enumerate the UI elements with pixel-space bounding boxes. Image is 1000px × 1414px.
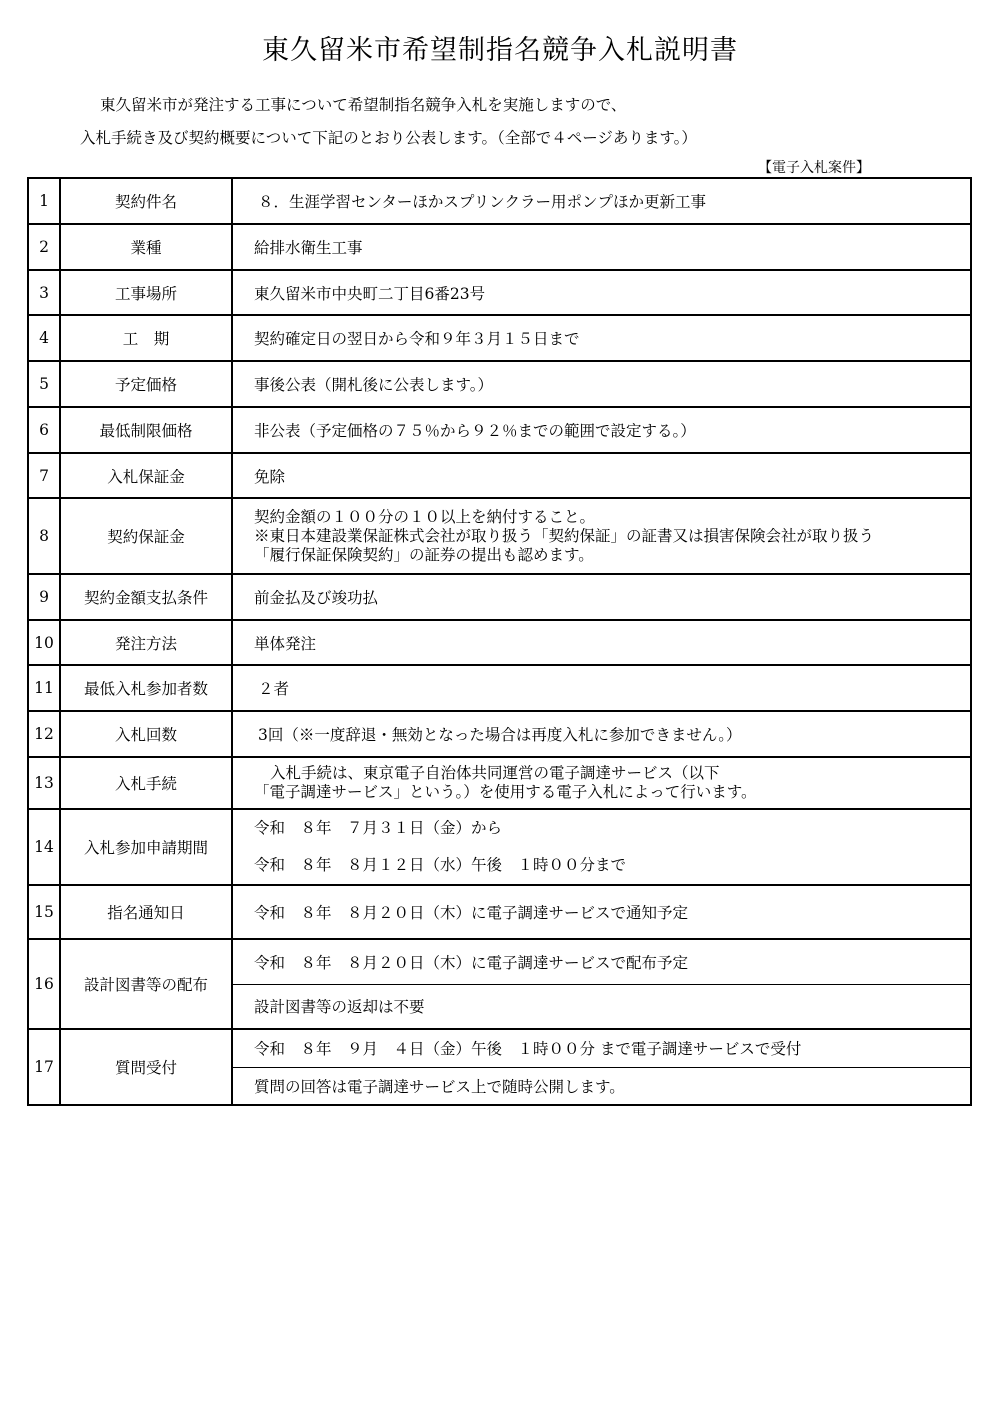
procedure-line-2: 「電子調達サービス」という。）を使用する電子入札によって行います。: [254, 783, 757, 801]
row-label: 入札参加申請期間: [60, 809, 232, 885]
row-number: 10: [28, 620, 60, 665]
row-number: 12: [28, 711, 60, 757]
row-number: 4: [28, 315, 60, 361]
guarantee-line-1: 契約金額の１００分の１０以上を納付すること。: [254, 507, 596, 526]
row-number: 3: [28, 270, 60, 315]
guarantee-line-3: 「履行保証保険契約」の証券の提出も認めます。: [254, 545, 594, 564]
table-row: [28, 315, 971, 361]
row-value: 前金払及び竣功払: [232, 574, 971, 620]
row-label: 入札回数: [60, 711, 232, 757]
intro-line-1: 東久留米市が発注する工事について希望制指名競争入札を実施しますので、: [100, 96, 627, 114]
bid-rounds-value: 3回（※一度辞退・無効となった場合は再度入札に参加できません。）: [258, 726, 742, 744]
table-row: [28, 361, 971, 407]
row-value: [232, 809, 971, 885]
table-row: [28, 407, 971, 453]
row-number: 13: [28, 757, 60, 809]
row-label: 設計図書等の配布: [60, 939, 232, 1029]
row-label: 契約件名: [60, 178, 232, 224]
return-note: 設計図書等の返却は不要: [232, 984, 971, 1029]
row-label: 予定価格: [60, 361, 232, 407]
row-label: 入札保証金: [60, 453, 232, 498]
min-bidders-value: ２者: [258, 680, 290, 698]
application-end: 令和 ８年 ８月１２日（水）午後 １時００分まで: [254, 856, 627, 874]
table-row: [28, 178, 971, 224]
row-number: 17: [28, 1029, 60, 1105]
table-row: [28, 224, 971, 270]
row-value: 給排水衛生工事: [232, 224, 971, 270]
table-row: [28, 885, 971, 939]
table-row: [28, 1029, 971, 1067]
row-label: 入札手続: [60, 757, 232, 809]
row-number: 7: [28, 453, 60, 498]
row-value: [232, 498, 971, 574]
row-label: 質問受付: [60, 1029, 232, 1105]
intro-line-2: 入札手続き及び契約概要について下記のとおり公表します。（全部で４ページあります。）: [80, 129, 697, 147]
row-label: 発注方法: [60, 620, 232, 665]
table-row: [28, 453, 971, 498]
table-row: [28, 711, 971, 757]
row-number: 5: [28, 361, 60, 407]
row-label: 業種: [60, 224, 232, 270]
row-value: [232, 665, 971, 711]
row-label: 工 期: [60, 315, 232, 361]
row-number: 1: [28, 178, 60, 224]
row-label: 契約保証金: [60, 498, 232, 574]
row-number: 11: [28, 665, 60, 711]
row-value: 非公表（予定価格の７５％から９２％までの範囲で設定する。）: [232, 407, 971, 453]
row-number: 15: [28, 885, 60, 939]
row-value: 事後公表（開札後に公表します。）: [232, 361, 971, 407]
table-row: [28, 498, 971, 574]
row-label: 契約金額支払条件: [60, 574, 232, 620]
electronic-bid-tag: 【電子入札案件】: [758, 160, 870, 176]
table-row: [28, 665, 971, 711]
contract-name: ８．生涯学習センターほかスプリンクラー用ポンプほか更新工事: [258, 193, 706, 211]
row-label: 最低入札参加者数: [60, 665, 232, 711]
row-value: 単体発注: [232, 620, 971, 665]
table-row: [28, 620, 971, 665]
procedure-line-1: 入札手続は、東京電子自治体共同運営の電子調達サービス（以下: [270, 764, 720, 782]
row-value: 東久留米市中央町二丁目6番23号: [232, 270, 971, 315]
question-deadline: 令和 ８年 ９月 ４日（金）午後 １時００分 まで電子調達サービスで受付: [232, 1029, 971, 1067]
row-label: 工事場所: [60, 270, 232, 315]
row-value: 令和 ８年 ８月２０日（木）に電子調達サービスで通知予定: [232, 885, 971, 939]
row-value: 契約確定日の翌日から令和９年３月１５日まで: [232, 315, 971, 361]
table-row: [28, 939, 971, 984]
row-value: [232, 178, 971, 224]
application-start: 令和 ８年 ７月３１日（金）から: [254, 819, 503, 837]
row-label: 指名通知日: [60, 885, 232, 939]
row-number: 6: [28, 407, 60, 453]
distribution-date: 令和 ８年 ８月２０日（木）に電子調達サービスで配布予定: [232, 939, 971, 984]
table-row: [28, 574, 971, 620]
row-value: 免除: [232, 453, 971, 498]
row-number: 9: [28, 574, 60, 620]
table-row: [28, 809, 971, 885]
bid-info-table: [27, 177, 972, 1106]
table-row: [28, 270, 971, 315]
row-label: 最低制限価格: [60, 407, 232, 453]
document-title: 東久留米市希望制指名競争入札説明書: [262, 35, 738, 66]
guarantee-line-2: ※東日本建設業保証株式会社が取り扱う「契約保証」の証書又は損害保険会社が取り扱う: [254, 526, 875, 545]
row-number: 8: [28, 498, 60, 574]
row-number: 14: [28, 809, 60, 885]
table-row: [28, 757, 971, 809]
row-value: [232, 711, 971, 757]
row-value: [232, 757, 971, 809]
row-number: 2: [28, 224, 60, 270]
answer-note: 質問の回答は電子調達サービス上で随時公開します。: [232, 1067, 971, 1105]
row-number: 16: [28, 939, 60, 1029]
